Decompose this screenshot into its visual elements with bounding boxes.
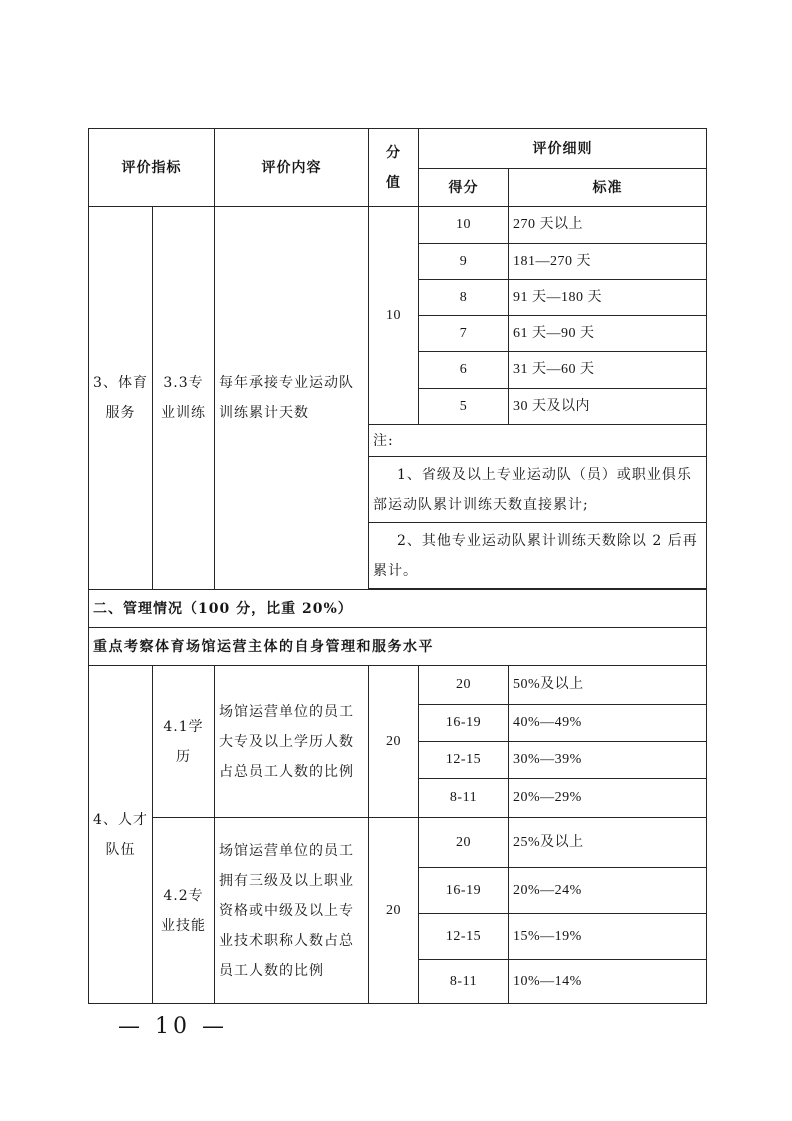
table-row xyxy=(89,666,707,705)
note-2 xyxy=(369,523,707,589)
rule-standard: 91 天—180 天 xyxy=(509,280,707,316)
note-1 xyxy=(369,457,707,523)
rule-points: 20 xyxy=(419,666,509,705)
header-indicator: 评价指标 xyxy=(89,129,215,207)
item-training-label: 3.3专业训练 xyxy=(161,375,206,421)
header-standard: 标准 xyxy=(509,169,707,207)
category-sports-label: 3、体育服务 xyxy=(93,375,148,421)
content-skills xyxy=(215,818,369,1004)
rule-standard: 31 天—60 天 xyxy=(509,352,707,389)
rule-standard: 40%—49% xyxy=(509,705,707,742)
rule-standard: 50%及以上 xyxy=(509,666,707,705)
header-score-line2: 值 xyxy=(386,174,401,191)
rule-standard: 15%—19% xyxy=(509,914,707,960)
evaluation-table xyxy=(88,128,707,1004)
rule-points: 9 xyxy=(419,244,509,280)
header-row xyxy=(89,129,707,169)
header-score-line1: 分 xyxy=(386,144,401,161)
rule-standard: 20%—29% xyxy=(509,779,707,818)
content-skills-label: 场馆运营单位的员工拥有三级及以上职业资格或中级及以上专业技术职称人数占总员工人数的比例 xyxy=(219,842,354,979)
rule-points: 20 xyxy=(419,818,509,868)
rule-points: 8 xyxy=(419,280,509,316)
content-education-label: 场馆运营单位的员工大专及以上学历人数占总员工人数的比例 xyxy=(219,703,354,780)
table-row xyxy=(89,818,707,868)
note-title: 注: xyxy=(369,425,707,457)
rule-points: 10 xyxy=(419,207,509,244)
note-1-text: 1、省级及以上专业运动队（员）或职业俱乐部运动队累计训练天数直接累计; xyxy=(373,466,692,513)
rule-standard: 25%及以上 xyxy=(509,818,707,868)
header-points: 得分 xyxy=(419,169,509,207)
score-education: 20 xyxy=(369,666,419,818)
item-skills-label: 4.2专业技能 xyxy=(161,887,206,934)
content-education xyxy=(215,666,369,818)
rule-points: 6 xyxy=(419,352,509,389)
rule-points: 5 xyxy=(419,389,509,425)
section-row xyxy=(89,628,707,666)
rule-points: 12-15 xyxy=(419,742,509,779)
page-number: — 10 — xyxy=(118,1014,228,1039)
rule-standard: 10%—14% xyxy=(509,960,707,1004)
item-education-label: 4.1学历 xyxy=(163,718,204,765)
rule-points: 16-19 xyxy=(419,868,509,914)
rule-points: 8-11 xyxy=(419,960,509,1004)
score-skills: 20 xyxy=(369,818,419,1004)
rule-standard: 20%—24% xyxy=(509,868,707,914)
content-training-label: 每年承接专业运动队训练累计天数 xyxy=(219,375,354,421)
item-education xyxy=(153,666,215,818)
category-talent xyxy=(89,666,153,1004)
rule-standard: 270 天以上 xyxy=(509,207,707,244)
category-talent-label: 4、人才队伍 xyxy=(93,811,148,858)
rule-standard: 181—270 天 xyxy=(509,244,707,280)
rule-standard: 30%—39% xyxy=(509,742,707,779)
score-training: 10 xyxy=(369,207,419,425)
rule-points: 16-19 xyxy=(419,705,509,742)
rule-standard: 30 天及以内 xyxy=(509,389,707,425)
section-title: 二、管理情况（100 分，比重 20%） xyxy=(89,590,707,628)
rule-points: 7 xyxy=(419,316,509,352)
category-sports xyxy=(89,207,153,590)
header-score xyxy=(369,129,419,207)
header-detail: 评价细则 xyxy=(419,129,707,169)
rule-points: 12-15 xyxy=(419,914,509,960)
rule-points: 8-11 xyxy=(419,779,509,818)
header-content: 评价内容 xyxy=(215,129,369,207)
section-description: 重点考察体育场馆运营主体的自身管理和服务水平 xyxy=(89,628,707,666)
item-training xyxy=(153,207,215,590)
content-training xyxy=(215,207,369,590)
item-skills xyxy=(153,818,215,1004)
note-2-text: 2、其他专业运动队累计训练天数除以 2 后再累计。 xyxy=(373,532,698,579)
table-row xyxy=(89,207,707,244)
rule-standard: 61 天—90 天 xyxy=(509,316,707,352)
section-row xyxy=(89,590,707,628)
